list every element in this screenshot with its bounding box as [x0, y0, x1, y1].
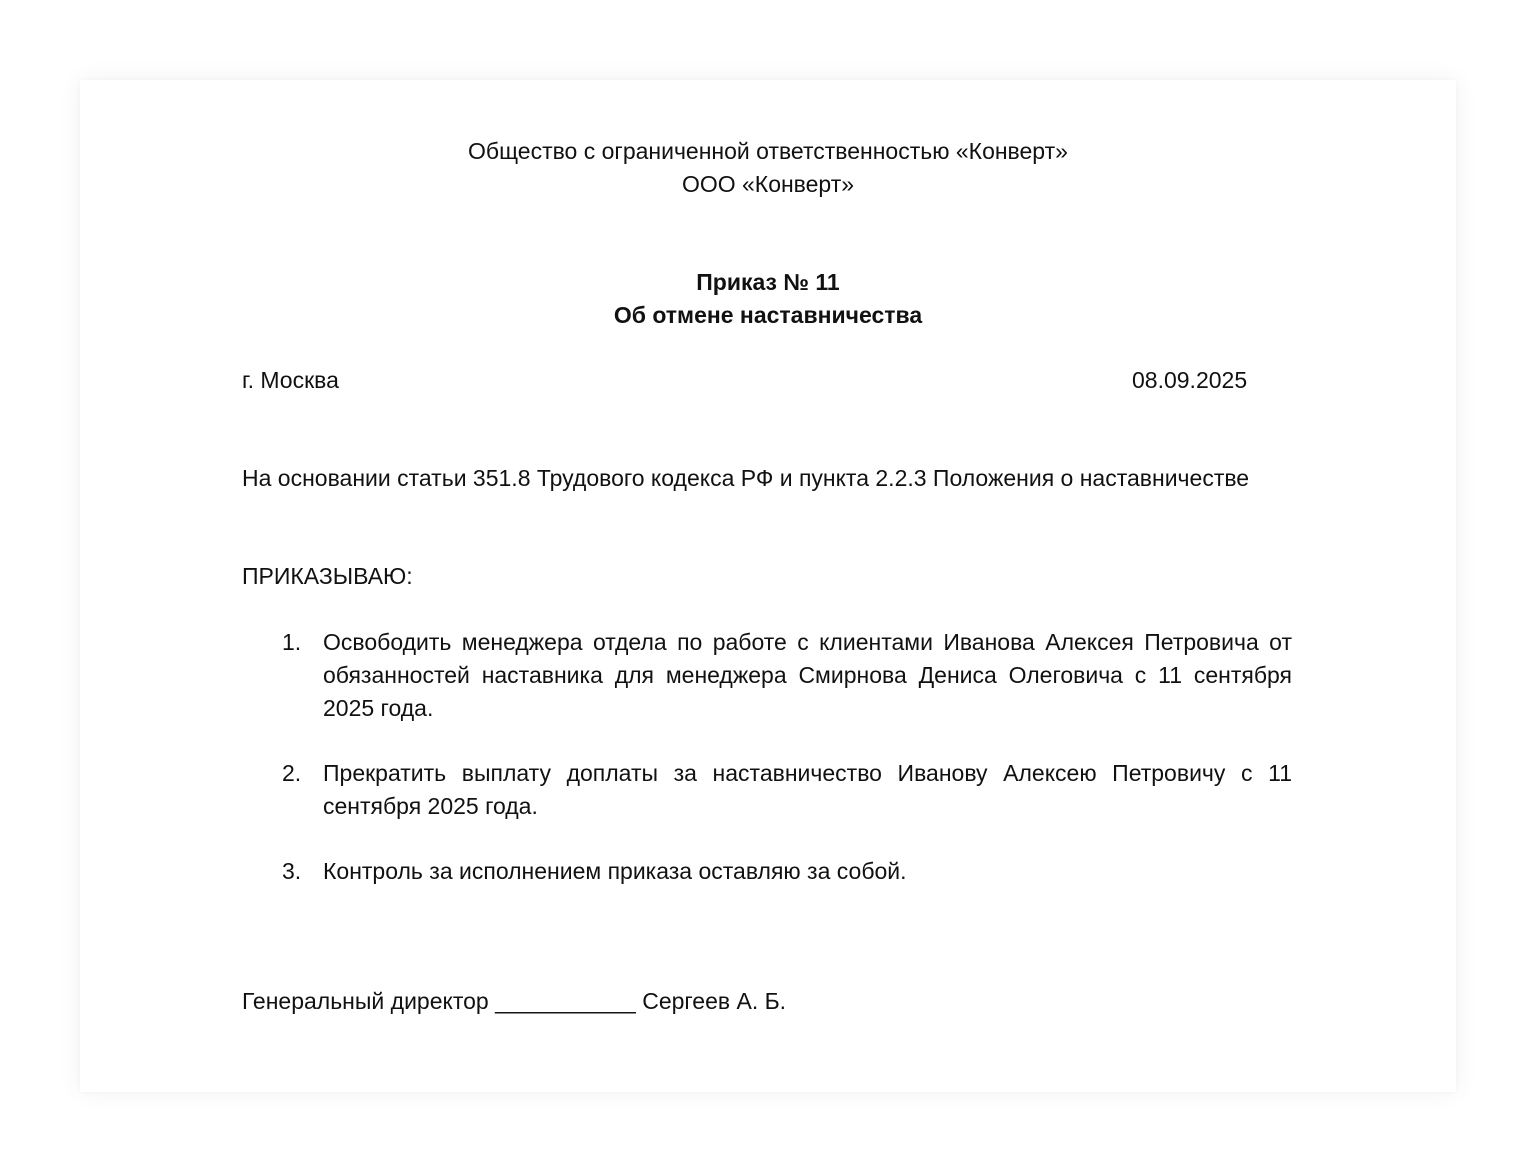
signature-line — [242, 985, 786, 1018]
list-item-number: 3. — [282, 858, 302, 884]
org-full-name: Общество с ограниченной ответственностью «Конверт» — [468, 138, 1068, 164]
list-item-text: Прекратить выплату доплаты за наставничество Иванову Алексею Петровичу с 11 сентября 2025 года. — [323, 760, 1292, 819]
city: г. Москва — [242, 367, 339, 393]
signature-name: Сергеев А. Б. — [642, 988, 787, 1014]
list-item-number: 1. — [282, 629, 302, 655]
list-item-text: Контроль за исполнением приказа оставляю за собой. — [323, 858, 907, 884]
org-short-name: ООО «Конверт» — [681, 171, 855, 197]
order-number: Приказ № 11 — [696, 269, 840, 295]
basis-paragraph: На основании статьи 351.8 Трудового кодекса РФ и пункта 2.2.3 Положения о наставничестве — [242, 465, 1250, 491]
signature-position: Генеральный директор — [242, 988, 489, 1014]
signature-blank: ___________ — [495, 988, 636, 1014]
document-page — [80, 80, 1456, 1092]
order-word: ПРИКАЗЫВАЮ: — [242, 563, 413, 589]
order-subject: Об отмене наставничества — [613, 302, 923, 328]
list-item-number: 2. — [282, 760, 302, 786]
order-date: 08.09.2025 — [1132, 367, 1248, 393]
list-item-text: Освободить менеджера отдела по работе с клиентами Иванова Алексея Петровича от обязанностей наставника для менеджера Смирнова Дениса Олеговича с 11 сентября 2025 года. — [323, 629, 1292, 721]
